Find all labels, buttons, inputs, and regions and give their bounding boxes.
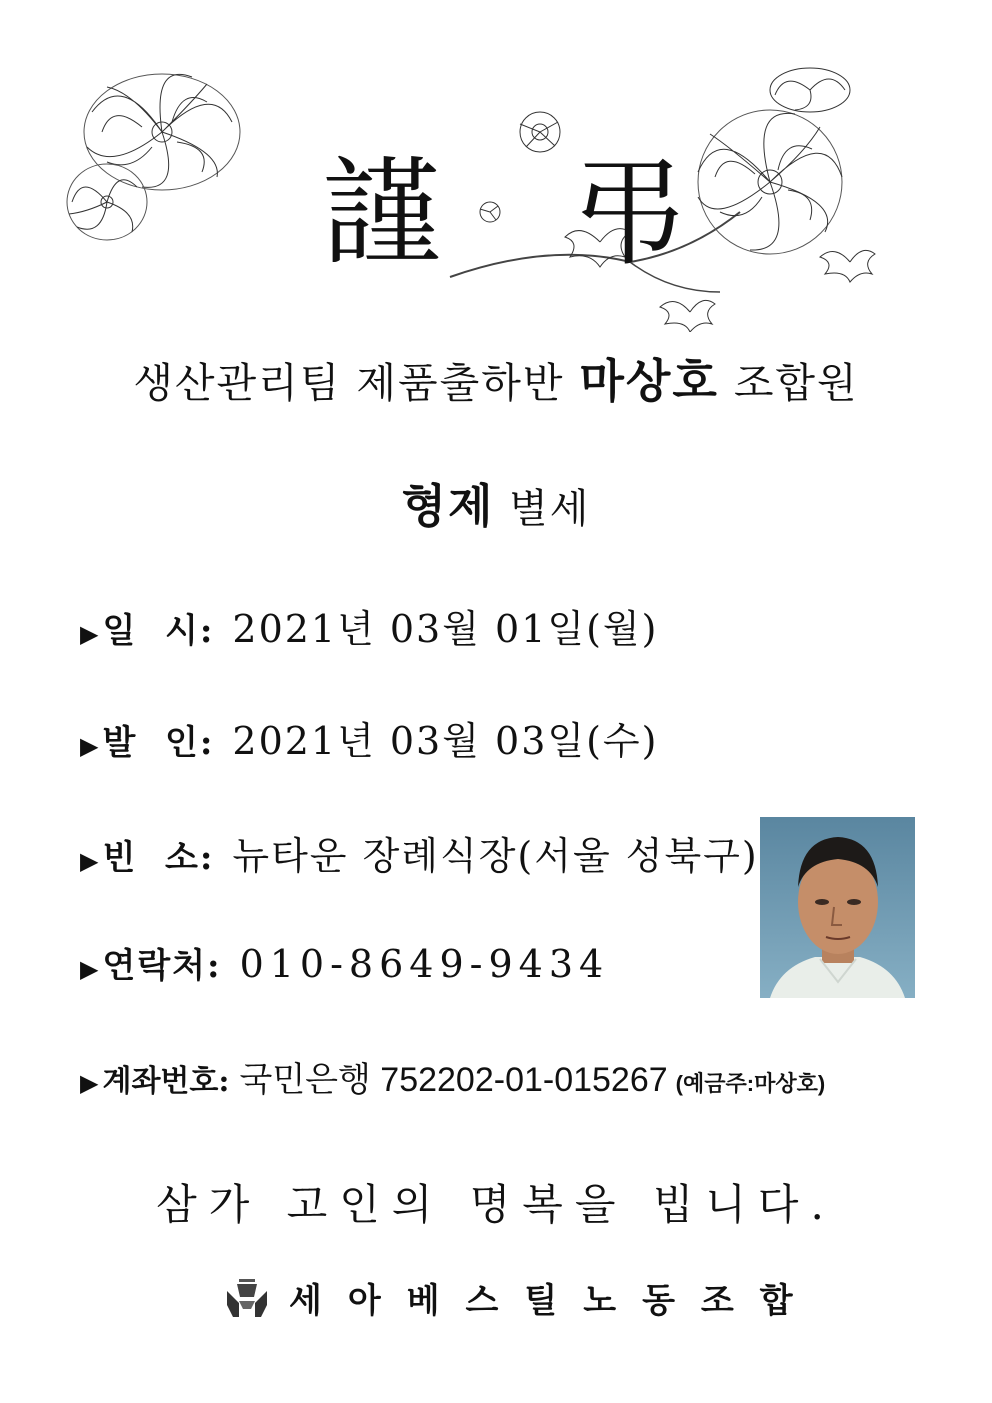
title-char-1: 謹 — [322, 144, 441, 282]
info-row-funeral — [80, 710, 658, 770]
triangle-bullet-icon: ▶ — [80, 620, 99, 648]
headline-suffix: 조합원 — [733, 359, 859, 407]
hands-cup-logo-icon — [225, 1275, 269, 1319]
subline-word: 별세 — [509, 486, 591, 532]
info-row-venue — [80, 825, 759, 885]
account-holder: (예금주:마상호) — [675, 1071, 826, 1096]
subline-relation: 형제 — [401, 479, 495, 533]
info-label: 빈 소: — [102, 838, 215, 878]
headline-name: 마상호 — [579, 354, 719, 408]
title-char-2: 弔 — [570, 144, 689, 282]
subline — [0, 470, 992, 536]
triangle-bullet-icon: ▶ — [80, 732, 99, 760]
headline — [0, 345, 992, 411]
info-value: 뉴타운 장례식장(서울 성북구) — [232, 834, 759, 878]
union-name: 세아베스틸노동조합 — [289, 1280, 819, 1321]
headline-prefix: 생산관리팀 제품출하반 — [133, 359, 565, 407]
account-label: 계좌번호: — [102, 1064, 230, 1099]
title — [0, 118, 992, 282]
info-label: 일 시: — [102, 611, 215, 651]
info-value: 2021년 03월 01일(월) — [232, 607, 659, 651]
union-signature — [225, 1272, 819, 1322]
info-value: 2021년 03월 03일(수) — [232, 719, 659, 763]
info-label: 연락처: — [102, 946, 222, 986]
triangle-bullet-icon: ▶ — [80, 1069, 99, 1097]
info-row-date — [80, 598, 658, 658]
info-label: 발 인: — [102, 723, 215, 763]
triangle-bullet-icon: ▶ — [80, 847, 99, 875]
portrait-photo — [760, 817, 915, 998]
triangle-bullet-icon: ▶ — [80, 955, 99, 983]
account-value: 국민은행 752202-01-015267 — [239, 1061, 668, 1099]
info-value: 010-8649-9434 — [239, 942, 610, 986]
info-row-contact — [80, 938, 609, 998]
closing-message: 삼가 고인의 명복을 빕니다. — [156, 1180, 836, 1229]
info-row-account — [80, 1052, 825, 1112]
